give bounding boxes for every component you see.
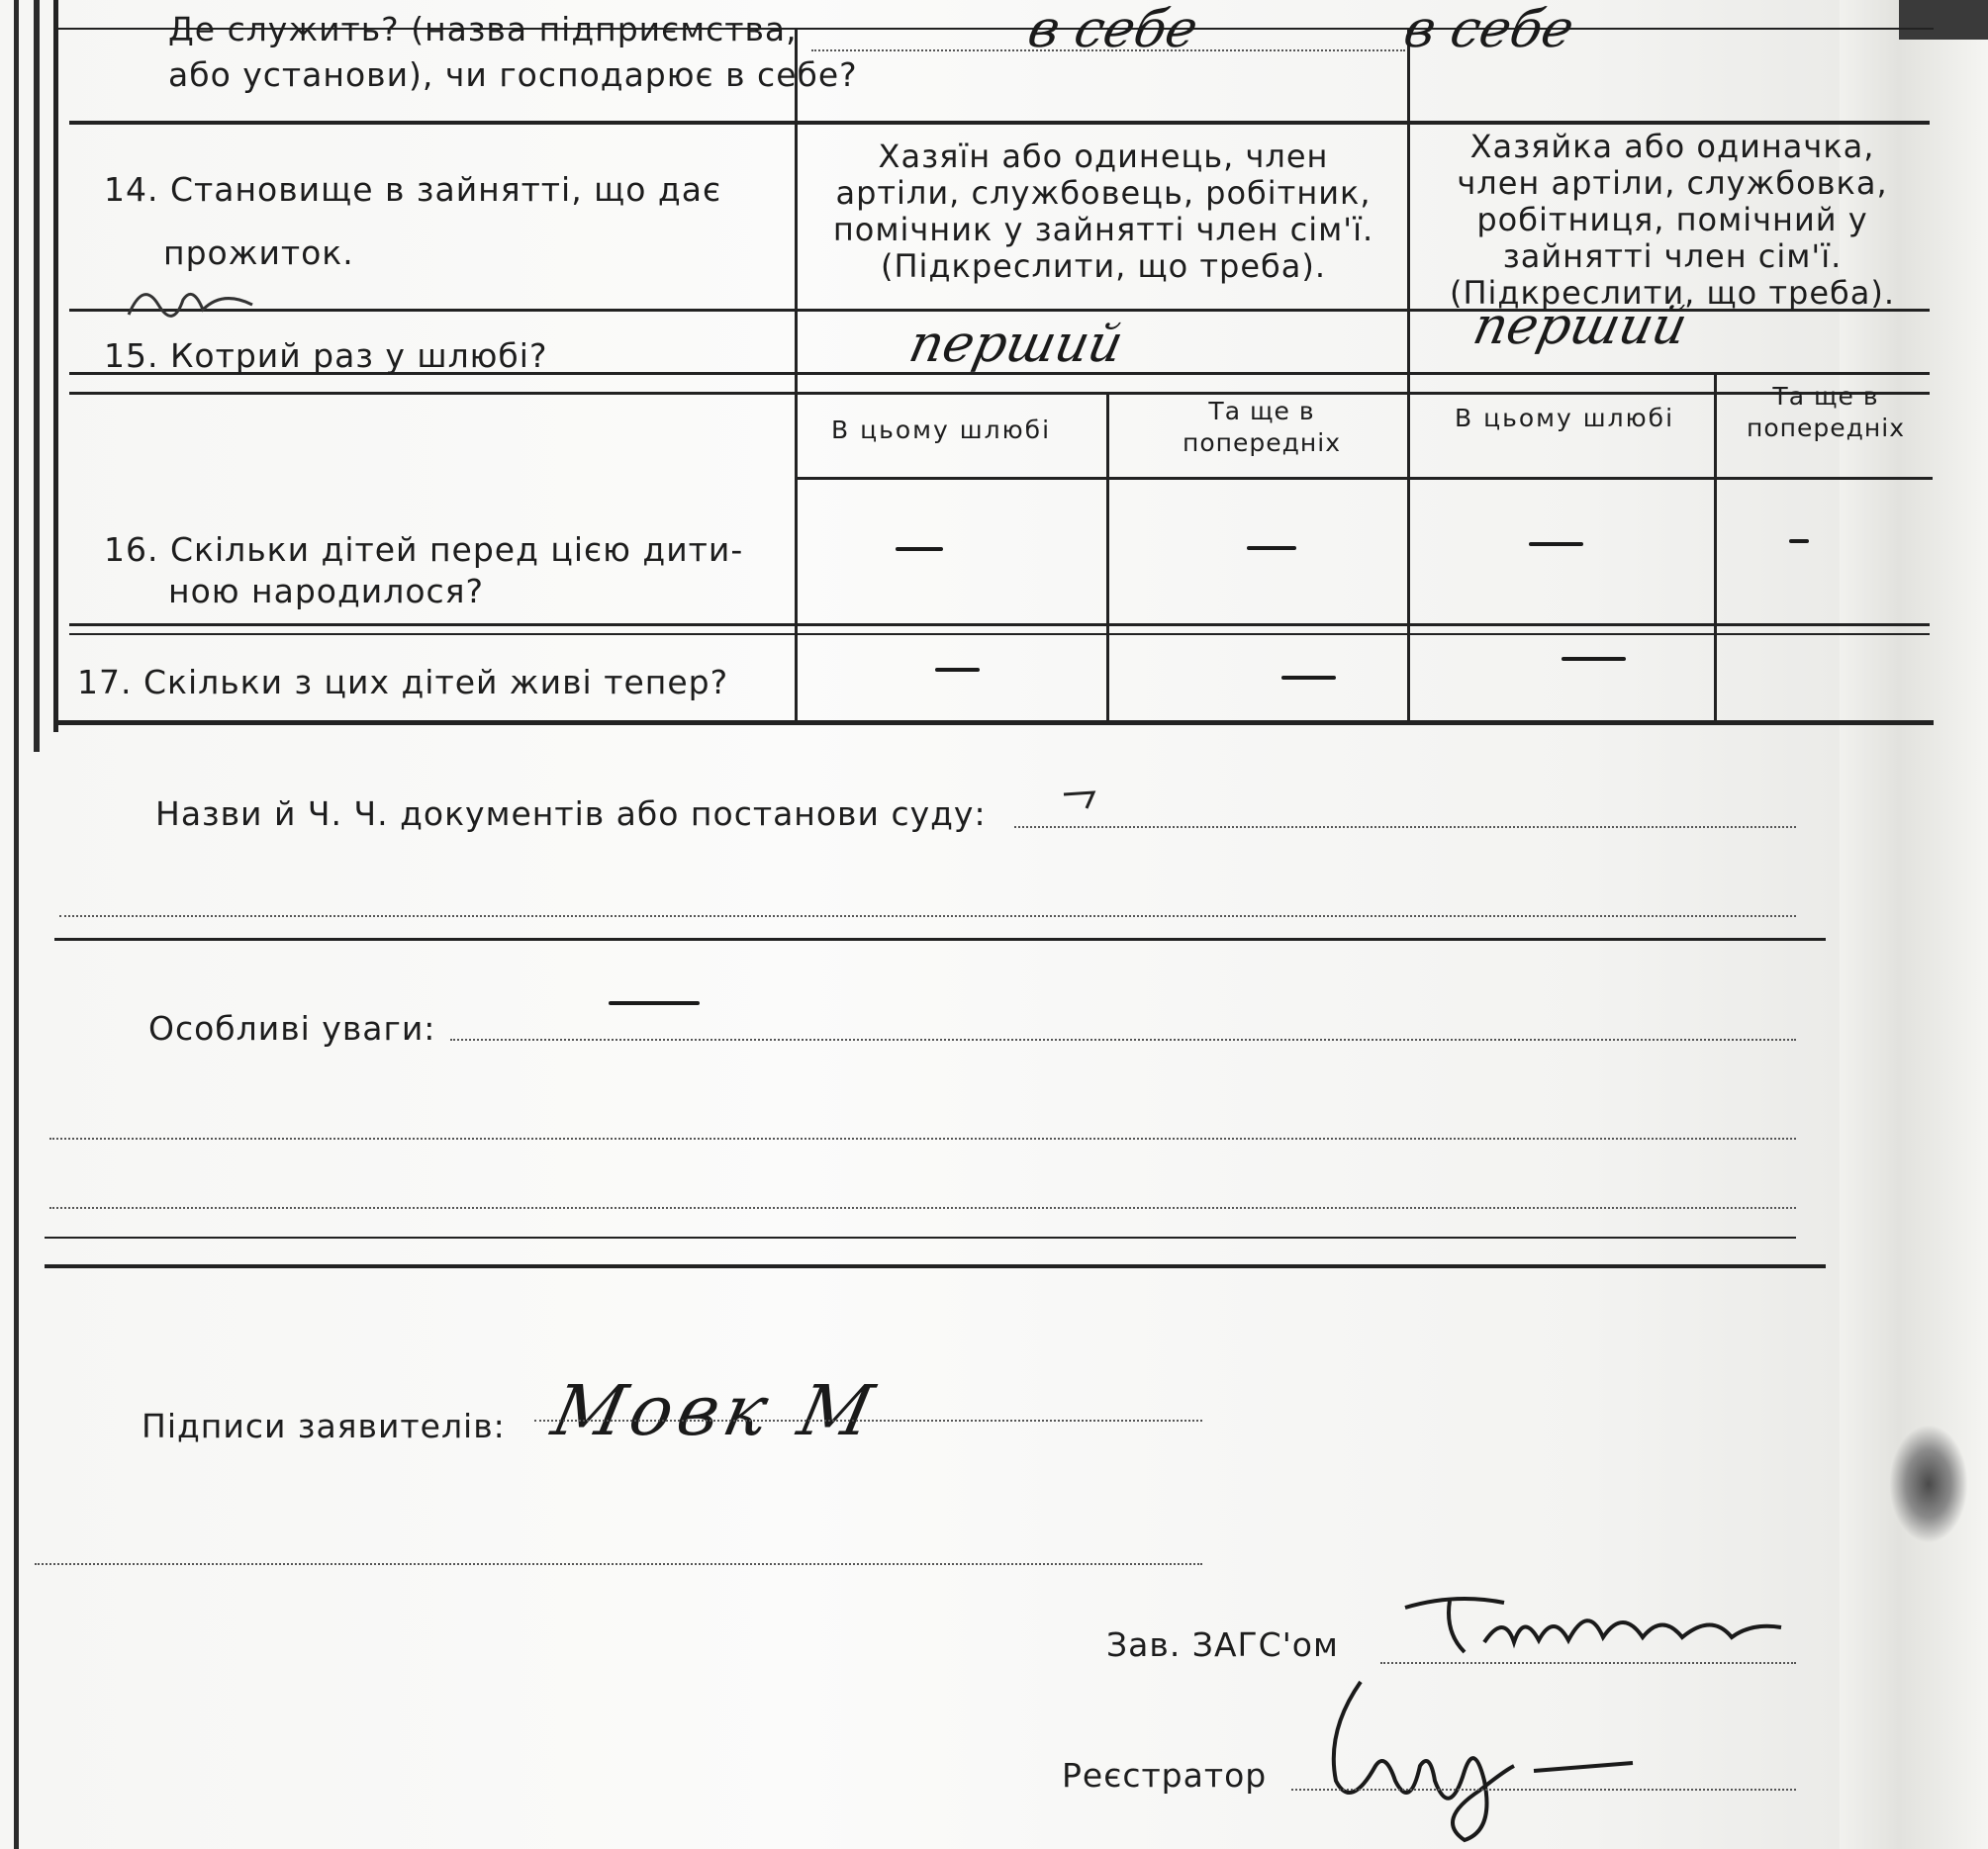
answer-line (811, 49, 1405, 51)
section-divider (54, 938, 1826, 941)
table-column-line (1106, 394, 1109, 722)
q16-bride-prev-dash (1789, 539, 1809, 543)
subheader-this-marriage-bride: В цьому шлюбі (1455, 404, 1675, 432)
q13-label-line1: Де служить? (назва підприємства, (168, 10, 798, 48)
q16-groom-this-dash (896, 547, 943, 551)
q17-bride-this-dash (1562, 657, 1626, 661)
table-column-line (1714, 374, 1717, 722)
subheader-previous-groom: Та ще в попередніх (1183, 397, 1341, 457)
signatures-line (534, 1420, 1202, 1422)
q17-groom-prev-dash (1281, 676, 1336, 680)
documents-line-2 (59, 915, 1796, 917)
section-divider (45, 1264, 1826, 1268)
documents-line (1014, 826, 1796, 828)
q13-label-line2: або установи), чи господарює в себе? (168, 55, 858, 94)
table-column-line (795, 30, 798, 722)
paper-tear (1889, 1425, 1968, 1543)
handwritten-mark (124, 275, 262, 324)
documents-label: Назви й Ч. Ч. документів або постанови суду: (155, 794, 987, 833)
subheader-this-marriage-groom: В цьому шлюбі (831, 416, 1052, 444)
table-row-line (795, 477, 1933, 480)
subheader-previous-bride: Та ще в попередніх (1747, 382, 1905, 442)
q13-groom-answer: в себе (1022, 0, 1203, 59)
q15-bride-answer: перший (1467, 297, 1693, 356)
remarks-dash (609, 1001, 700, 1005)
q13-bride-answer: в себе (1398, 0, 1579, 59)
page-corner (1899, 0, 1988, 40)
remarks-label: Особливі уваги: (148, 1009, 436, 1048)
signatures-line-2 (35, 1563, 1202, 1565)
head-of-registry-label: Зав. ЗАГС'ом (1106, 1625, 1339, 1664)
registrar-signature (1306, 1672, 1662, 1845)
table-row-line (69, 623, 1930, 626)
head-signature-line (1380, 1662, 1796, 1664)
table-row-line (69, 121, 1930, 125)
q15-groom-answer: перший (903, 315, 1129, 374)
signatures-label: Підписи заявителів: (142, 1407, 506, 1445)
table-row-line (69, 392, 1930, 395)
q15-label: 15. Котрий раз у шлюбі? (104, 336, 548, 375)
applicant-signature: Мовк М (545, 1370, 887, 1451)
section-divider (45, 1237, 1796, 1239)
remarks-line-2 (49, 1138, 1796, 1140)
binder-line (14, 0, 19, 1849)
head-signature (1395, 1583, 1791, 1672)
table-column-line (1407, 30, 1410, 722)
q16-label-line2: ною народилося? (168, 572, 485, 610)
q14-label: 14. Становище в зайнятті, що дає (104, 170, 722, 209)
q16-bride-this-dash (1529, 542, 1583, 546)
q17-groom-this-dash (935, 668, 980, 672)
q14-bride-options: Хазяйка або одиначка, член артіли, службовка, робітниця, помічний у зайнятті член сім'ї. (Підкреслити, що треба). (1449, 128, 1896, 312)
q16-groom-prev-dash (1247, 546, 1296, 550)
registrar-label: Реєстратор (1062, 1756, 1268, 1795)
q14-label-line2: прожиток. (163, 233, 354, 272)
table-row-line (69, 633, 1930, 635)
q16-label: 16. Скільки дітей перед цією дити- (104, 530, 744, 569)
registrar-signature-line (1291, 1789, 1796, 1791)
remarks-line-3 (49, 1207, 1796, 1209)
documents-mark (1059, 786, 1108, 816)
q14-groom-options: Хазяїн або одинець, член артіли, службовець, робітник, помічник у зайнятті член сім'ї. (Підкреслити, що треба). (832, 138, 1374, 285)
table-border-bottom (53, 720, 1934, 725)
q17-label: 17. Скільки з цих дітей живі тепер? (77, 663, 729, 701)
table-border-left (53, 0, 58, 732)
remarks-line (450, 1039, 1796, 1041)
binder-line (34, 0, 40, 752)
